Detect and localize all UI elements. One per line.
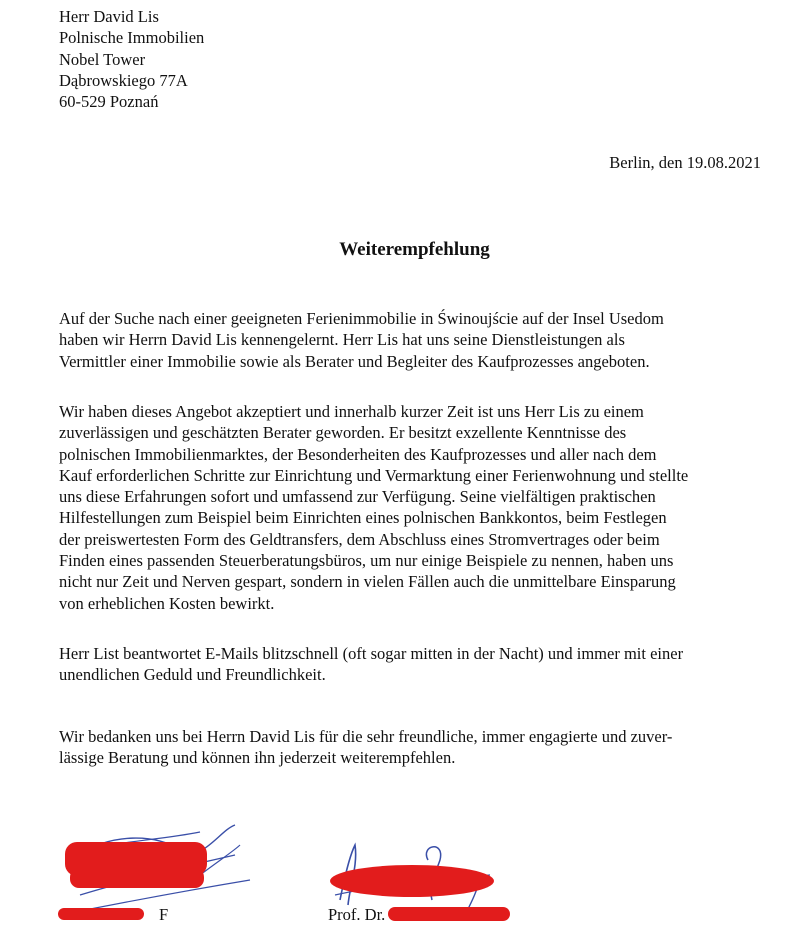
signature-right-name: Prof. Dr.	[328, 905, 386, 924]
paragraph-line: Finden eines passenden Steuerberatungsbüros, um nur einige Beispiele zu nennen, haben uns	[59, 551, 674, 571]
letter-title: Weiterempfehlung	[339, 239, 490, 260]
paragraph-line: lässige Beratung und können ihn jederzeit weiterempfehlen.	[59, 748, 456, 768]
paragraph-line: Hilfestellungen zum Beispiel beim Einrichten eines polnischen Bankkontos, beim Festlegen	[59, 508, 667, 528]
address-line-name: Herr David Lis	[59, 7, 159, 26]
address-line-building: Nobel Tower	[59, 49, 146, 69]
paragraph-line: Vermittler einer Immobilie sowie als Berater und Begleiter des Kaufprozesses angeboten.	[59, 351, 650, 371]
paragraph-line: polnischen Immobilienmarktes, der Besonderheiten des Kaufprozesses und aller nach dem	[59, 444, 657, 464]
paragraph-line: haben wir Herrn David Lis kennengelernt. Herr Lis hat uns seine Dienstleistungen als	[59, 330, 625, 350]
recipient-address	[59, 6, 204, 112]
paragraph-intro	[59, 308, 779, 372]
paragraph-responsiveness	[59, 643, 779, 686]
paragraph-line: Kauf erforderlichen Schritte zur Einrichtung und Vermarktung einer Ferienwohnung und stellte	[59, 465, 689, 485]
paragraph-line: uns diese Erfahrungen sofort und umfassend zur Verfügung. Seine vielfältigen praktischen	[59, 487, 656, 507]
paragraph-line: von erheblichen Kosten bewirkt.	[59, 593, 275, 613]
paragraph-thanks	[59, 726, 779, 769]
paragraph-details	[59, 401, 779, 614]
paragraph-line: Auf der Suche nach einer geeigneten Ferienimmobilie in Świnoujście auf der Insel Usedom	[59, 309, 664, 328]
address-line-city: 60-529 Poznań	[59, 92, 159, 112]
signature-left-name-visible: F	[159, 905, 169, 924]
paragraph-line: zuverlässigen und geschätzten Berater geworden. Er besitzt exzellente Kenntnisse des	[59, 423, 627, 443]
paragraph-line: Wir haben dieses Angebot akzeptiert und innerhalb kurzer Zeit ist uns Herr Lis zu einem	[59, 402, 644, 421]
paragraph-line: Herr List beantwortet E-Mails blitzschnell (oft sogar mitten in der Nacht) und immer mit einer	[59, 644, 684, 663]
paragraph-line: unendlichen Geduld und Freundlichkeit.	[59, 665, 326, 685]
address-line-company: Polnische Immobilien	[59, 28, 205, 48]
paragraph-line: nicht nur Zeit und Nerven gespart, sondern in vielen Fällen auch die unmittelbare Einsparung	[59, 572, 676, 592]
address-line-street: Dąbrowskiego 77A	[59, 70, 188, 90]
signature-left-name	[59, 904, 168, 925]
paragraph-line: Wir bedanken uns bei Herrn David Lis für die sehr freundliche, immer engagierte und zuver-	[59, 727, 673, 746]
paragraph-line: der preiswertesten Form des Geldtransfers, dem Abschluss eines Stromvertrages oder beim	[59, 529, 660, 549]
date-line: Berlin, den 19.08.2021	[609, 153, 761, 172]
